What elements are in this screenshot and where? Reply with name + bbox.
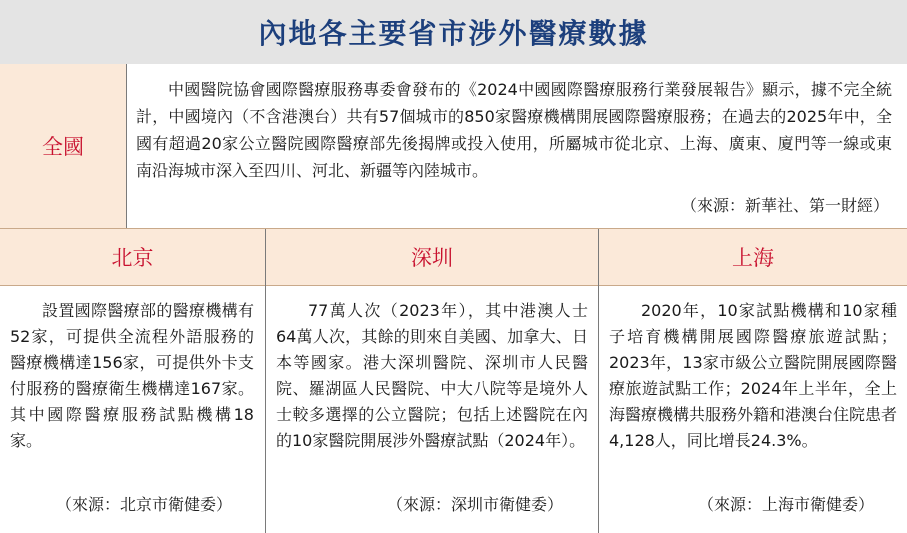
city-text-beijing: 設置國際醫療部的醫療機構有52家，可提供全流程外語服務的醫療機構達156家，可提供外卡支付服務的醫療衛生機構達167家。其中國際醫療服務試點機構18家。 <box>10 301 254 450</box>
city-source-beijing: （來源：北京市衛健委） <box>56 495 233 514</box>
column-divider <box>598 229 599 533</box>
page-title: 內地各主要省市涉外醫療數據 <box>258 17 649 50</box>
city-text-shenzhen: 77萬人次（2023年），其中港澳人士64萬人次，其餘的則來自美國、加拿大、日本等國家。港大深圳醫院、深圳市人民醫院、羅湖區人民醫院、中大八院等是境外人士較多選擇的公立醫院；包括上述醫院在內的10家醫院開展涉外醫療試點（2024年）。 <box>276 301 588 450</box>
city-name-shenzhen: 深圳 <box>411 246 453 270</box>
title-bar <box>0 0 907 64</box>
nation-row <box>0 64 907 229</box>
city-header-row <box>0 229 907 286</box>
city-name-shanghai: 上海 <box>732 246 774 270</box>
column-divider <box>265 229 266 533</box>
city-text-shanghai: 2020年，10家試點機構和10家種子培育機構開展國際醫療旅遊試點；2023年，13家市級公立醫院開展國際醫療旅遊試點工作；2024年上半年，全上海醫療機構共服務外籍和港澳台住院患者4,128人，同比增長24.3%。 <box>609 301 898 450</box>
city-name-beijing: 北京 <box>111 246 154 270</box>
city-header-shanghai <box>599 229 907 285</box>
city-header-shenzhen <box>266 229 598 285</box>
nation-label-cell <box>0 64 127 228</box>
city-header-beijing <box>0 229 265 285</box>
nation-text: 中國醫院協會國際醫療服務專委會發布的《2024中國國際醫療服務行業發展報告》顯示，據不完全統計，中國境內（不含港澳台）共有57個城市的850家醫療機構開展國際醫療服務；在過去的2025年中，全國有超過20家公立醫院國際醫療部先後揭牌或投入使用，所屬城市從北京、上海、廣東、廈門等一線或東南沿海城市深入至四川、河北、新疆等內陸城市。 <box>136 80 892 180</box>
nation-label: 全國 <box>42 135 84 159</box>
nation-source: （來源：新華社、第一財經） <box>680 196 889 215</box>
city-source-shanghai: （來源：上海市衛健委） <box>698 495 875 514</box>
city-source-shenzhen: （來源：深圳市衛健委） <box>387 495 564 514</box>
